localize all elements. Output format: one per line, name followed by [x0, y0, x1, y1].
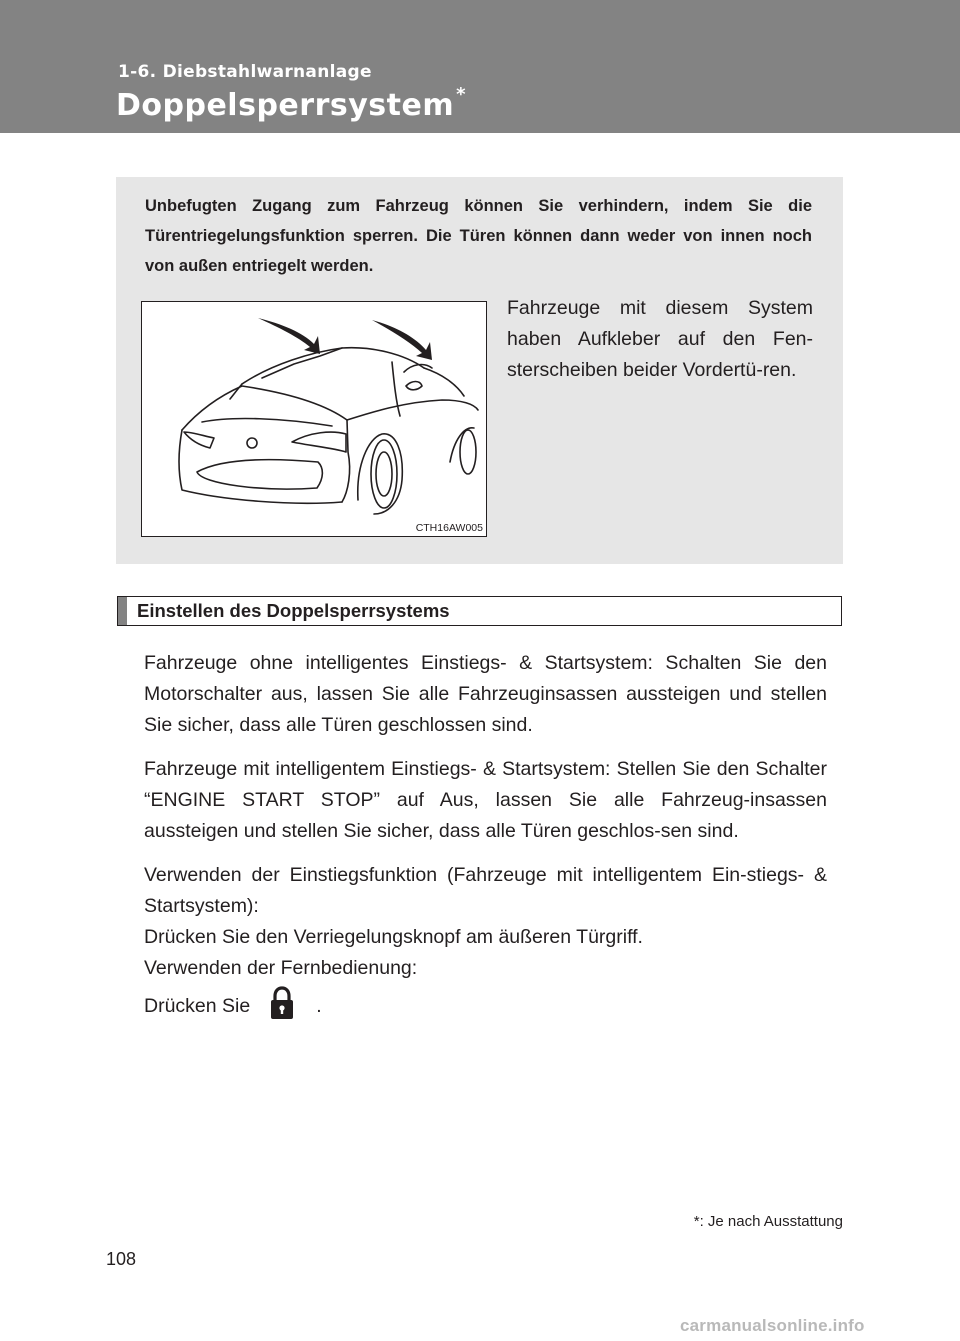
page-number: 108	[106, 1249, 137, 1269]
car-figure	[141, 301, 487, 537]
remote-line: Verwenden der Fernbedienung:	[144, 957, 418, 979]
footnote-mark: *	[693, 1213, 700, 1230]
body-text	[144, 648, 827, 1024]
entry-function-line: Verwenden der Einstiegsfunktion (Fahrzeuge mit intelligentem Ein-stiegs- & Startsystem):	[144, 864, 827, 917]
intro-text: Unbefugten Zugang zum Fahrzeug können Sie verhindern, indem Sie die Türentriegelungsfunktion sperren. Die Türen können dann weder von innen noch von außen entriegelt werden.	[145, 197, 812, 275]
title-footnote-mark: *	[456, 84, 466, 105]
heading-accent-bar	[118, 597, 127, 625]
subsection-heading	[117, 596, 842, 626]
lock-icon	[264, 984, 300, 1024]
entry-function-instruction: Drücken Sie den Verriegelungsknopf am äußeren Türgriff.	[144, 926, 643, 948]
figure-code: CTH16AW005	[415, 522, 483, 534]
car-illustration-icon	[142, 302, 486, 536]
footnote-text: : Je nach Ausstattung	[699, 1213, 843, 1230]
remote-end-text: .	[316, 995, 322, 1017]
remote-press-text: Drücken Sie	[144, 995, 251, 1017]
subsection-heading-text: Einstellen des Doppelsperrsystems	[137, 600, 450, 621]
page-title	[116, 84, 466, 123]
remote-instruction	[144, 984, 827, 1024]
paragraph-smart-entry: Fahrzeuge mit intelligentem Einstiegs- & Startsystem: Stellen Sie den Schalter “ENGINE START STOP” auf Aus, lassen Sie alle Fahrzeug-insassen aussteigen und stellen Sie sicher, dass alle Türen geschlos-sen sind.	[144, 758, 827, 842]
page-header	[0, 0, 960, 133]
intro-box	[116, 177, 843, 564]
section-label: 1-6. Diebstahlwarnanlage	[118, 62, 372, 82]
paragraph-no-smart-entry: Fahrzeuge ohne intelligentes Einstiegs- & Startsystem: Schalten Sie den Motorschalter aus, lassen Sie alle Fahrzeuginsassen aussteigen und stellen Sie sicher, dass alle Türen geschlossen sind.	[144, 652, 827, 736]
figure-caption: Fahrzeuge mit diesem System haben Aufkleber auf den Fen-sterscheiben beider Vordertü-ren.	[507, 297, 813, 381]
page-title-text: Doppelsperrsystem	[116, 88, 455, 123]
footnote	[620, 1213, 843, 1230]
watermark: carmanualsonline.info	[680, 1316, 865, 1335]
